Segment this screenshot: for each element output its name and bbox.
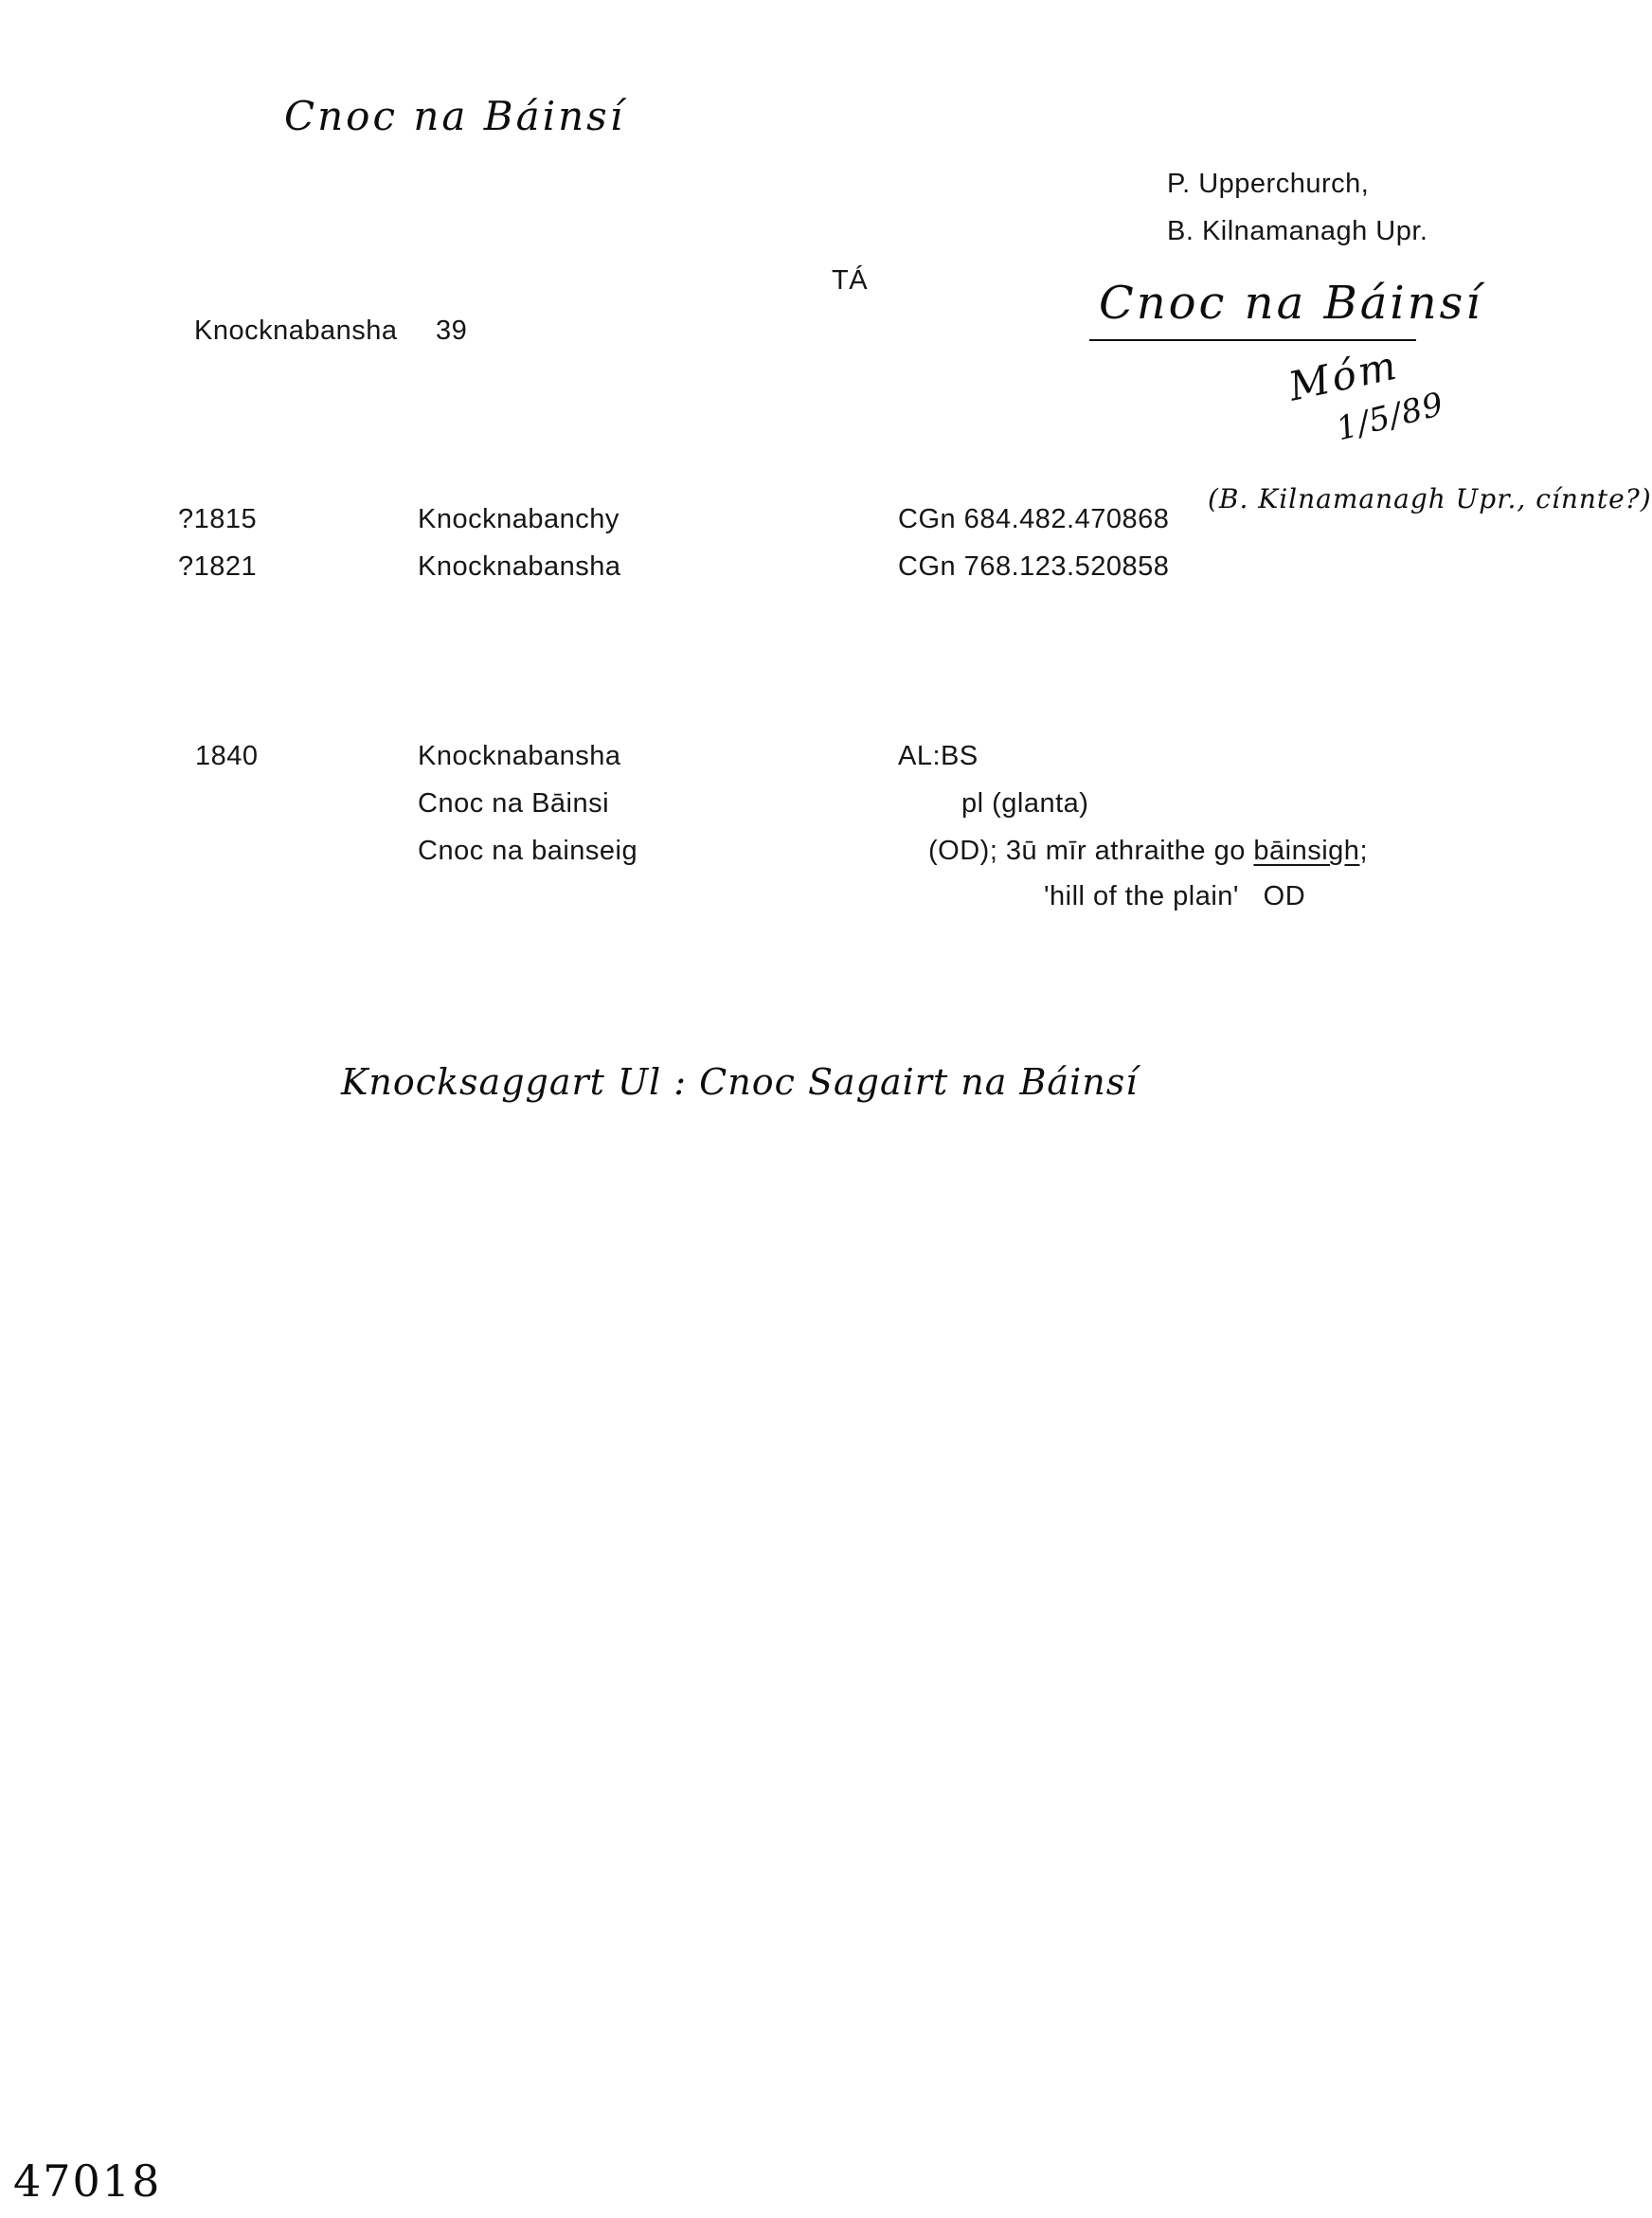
handwritten-bottom-note: Knocksaggart Ul : Cnoc Sagairt na Báinsí <box>341 1061 1139 1103</box>
handwritten-title-top-left: Cnoc na Báinsí <box>284 93 626 139</box>
townland-name: Knocknabansha <box>194 316 398 346</box>
irish-form: Cnoc na Bāinsi <box>418 788 610 819</box>
sheet-number: 39 <box>436 316 468 346</box>
handwritten-initials: Móm <box>1284 341 1403 410</box>
entry-source: CGn 768.123.520858 <box>898 551 1170 582</box>
entry-source: CGn 684.482.470868 <box>898 504 1170 534</box>
variant-form: Cnoc na bainseig <box>418 836 638 866</box>
entry-year: ?1815 <box>178 504 258 534</box>
entry-form: Knocknabansha <box>418 551 621 582</box>
irish-form-note: pl (glanta) <box>961 788 1089 819</box>
barony-label: B. Kilnamanagh Upr. <box>1167 216 1428 246</box>
handwritten-margin-note: (B. Kilnamanagh Upr., cínnte?) <box>1208 483 1652 514</box>
handwritten-irish-name: Cnoc na Báinsí <box>1099 277 1483 330</box>
entry-form: Knocknabansha <box>418 741 621 771</box>
parish-label: P. Upperchurch, <box>1167 169 1370 199</box>
handwritten-page-number: 47018 <box>13 2155 162 2207</box>
status-label: TÁ <box>832 265 869 296</box>
handwritten-date: 1/5/89 <box>1332 385 1448 449</box>
entry-year: ?1821 <box>178 551 258 582</box>
entry-year: 1840 <box>195 741 259 771</box>
irish-name-underline <box>1089 339 1416 341</box>
entry-form: Knocknabanchy <box>418 504 620 534</box>
od-note-underlined: bāinsigh <box>1253 836 1360 866</box>
gloss: 'hill of the plain' OD <box>1044 881 1306 911</box>
entry-source: AL:BS <box>898 741 979 771</box>
od-note-suffix: ; <box>1359 836 1368 866</box>
od-note-prefix: (OD); 3ū mīr athraithe go <box>928 836 1254 866</box>
od-note <box>928 836 1368 867</box>
